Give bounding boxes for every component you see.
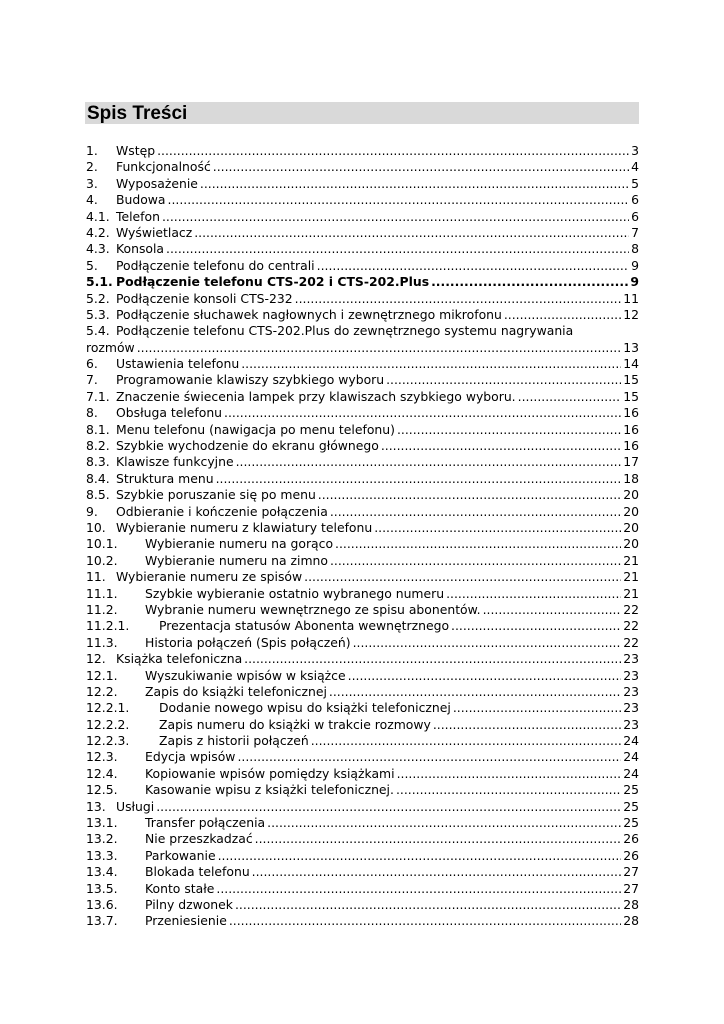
toc-entry[interactable] — [86, 913, 639, 929]
dot-leader — [137, 340, 622, 356]
toc-entry-number: 4.2. — [86, 224, 110, 240]
dot-leader — [229, 913, 621, 929]
toc-entry[interactable] — [86, 225, 639, 241]
toc-entry-page: 9 — [631, 257, 639, 273]
toc-entry-number: 10.1. — [86, 536, 118, 552]
dot-leader — [194, 225, 629, 241]
toc-entry-page: 8 — [631, 241, 639, 257]
toc-entry[interactable] — [86, 405, 639, 421]
toc-entry-title: Wybieranie numeru z klawiatury telefonu — [116, 519, 373, 535]
toc-entry[interactable] — [86, 471, 639, 487]
toc-entry-continuation[interactable] — [86, 340, 639, 356]
toc-entry[interactable] — [86, 274, 639, 290]
toc-entry-number: 12.4. — [86, 765, 118, 781]
toc-entry-title: Usługi — [116, 798, 155, 814]
toc-entry[interactable] — [86, 766, 639, 782]
toc-entry-number: 13.5. — [86, 880, 118, 896]
toc-heading-bar — [85, 102, 639, 124]
dot-leader — [386, 372, 621, 388]
toc-entry-number: 11. — [86, 569, 106, 585]
dot-leader — [216, 471, 622, 487]
toc-entry[interactable] — [86, 782, 639, 798]
toc-entry-page: 25 — [623, 815, 639, 831]
dot-leader — [156, 799, 621, 815]
toc-entry-title: Zapis do książki telefonicznej — [145, 683, 327, 699]
toc-entry-title: Szybkie wychodzenie do ekranu głównego — [116, 438, 379, 454]
dot-leader — [213, 159, 629, 175]
dot-leader — [330, 553, 621, 569]
toc-entry-title: Wyszukiwanie wpisów w książce — [145, 667, 346, 683]
toc-entry-page: 25 — [623, 798, 639, 814]
toc-entry-number: 8.1. — [86, 421, 110, 437]
toc-entry-page: 28 — [623, 896, 639, 912]
toc-entry[interactable] — [86, 799, 639, 815]
toc-entry[interactable] — [86, 864, 639, 880]
toc-entry[interactable] — [86, 602, 639, 618]
toc-entry-number: 13.1. — [86, 815, 118, 831]
dot-leader — [216, 881, 621, 897]
toc-entry-number: 12. — [86, 651, 106, 667]
toc-entry-title: Obsługa telefonu — [116, 405, 223, 421]
toc-entry[interactable] — [86, 586, 639, 602]
toc-entry[interactable] — [86, 192, 639, 208]
toc-entry-number: 3. — [86, 175, 98, 191]
dot-leader — [348, 668, 622, 684]
dot-leader — [162, 209, 629, 225]
dot-leader — [304, 569, 621, 585]
toc-entry[interactable] — [86, 668, 639, 684]
toc-entry-number: 12.3. — [86, 749, 118, 765]
dot-leader — [311, 733, 622, 749]
dot-leader — [353, 635, 622, 651]
toc-entry-title: Szybkie wybieranie ostatnio wybranego numeru — [145, 585, 445, 601]
toc-entry-page: 14 — [623, 356, 639, 372]
toc-entry-page: 15 — [623, 388, 639, 404]
toc-entry-title: Podłączenie telefonu do centrali — [116, 257, 315, 273]
toc-entry[interactable] — [86, 684, 639, 700]
toc-entry-number: 12.2.1. — [86, 700, 130, 716]
toc-entry-page: 24 — [623, 765, 639, 781]
toc-entry-number: 9. — [86, 503, 98, 519]
toc-entry-title: Zapis numeru do książki w trakcie rozmowy — [159, 716, 431, 732]
toc-entry-page: 9 — [630, 274, 639, 290]
toc-entry-number: 12.2.3. — [86, 733, 130, 749]
toc-entry-page: 16 — [623, 421, 639, 437]
toc-entry[interactable] — [86, 536, 639, 552]
toc-entry-title: Konsola — [116, 241, 165, 257]
dot-leader — [236, 454, 622, 470]
toc-entry-title-cont: rozmów — [86, 339, 135, 355]
toc-entry-number: 7. — [86, 372, 98, 388]
dot-leader — [317, 258, 629, 274]
page-title: Spis Treści — [87, 103, 188, 124]
toc-entry[interactable] — [86, 454, 639, 470]
toc-entry-page: 16 — [623, 405, 639, 421]
toc-entry-number: 13.6. — [86, 896, 118, 912]
dot-leader — [200, 176, 629, 192]
toc-entry[interactable] — [86, 733, 639, 749]
dot-leader — [329, 684, 621, 700]
dot-leader — [224, 405, 621, 421]
toc-entry-number: 5.2. — [86, 290, 110, 306]
toc-entry-page: 20 — [623, 487, 639, 503]
toc-entry[interactable] — [86, 143, 639, 159]
toc-entry[interactable] — [86, 176, 639, 192]
toc-entry[interactable] — [86, 422, 639, 438]
toc-entry-title: Historia połączeń (Spis połączeń) — [145, 634, 351, 650]
dot-leader — [318, 487, 621, 503]
toc-entry-page: 22 — [623, 634, 639, 650]
toc-entry-title: Podłączenie telefonu CTS-202.Plus do zewnętrznego systemu nagrywania — [116, 323, 574, 339]
toc-entry-number: 8. — [86, 405, 98, 421]
toc-entry[interactable] — [86, 520, 639, 536]
toc-entry-page: 21 — [623, 585, 639, 601]
toc-entry-title: Nie przeszkadzać — [145, 831, 253, 847]
toc-entry[interactable] — [86, 831, 639, 847]
toc-entry-page: 20 — [623, 503, 639, 519]
toc-entry-page: 20 — [623, 536, 639, 552]
dot-leader — [235, 897, 621, 913]
toc-entry-number: 7.1. — [86, 388, 110, 404]
toc-entry-number: 8.4. — [86, 470, 110, 486]
toc-entry-title: Zapis z historii połączeń — [159, 733, 309, 749]
toc-entry-page: 5 — [631, 175, 639, 191]
toc-entry-title: Szybkie poruszanie się po menu — [116, 487, 316, 503]
toc-entry-title: Programowanie klawiszy szybkiego wyboru — [116, 372, 385, 388]
dot-leader — [433, 717, 621, 733]
toc-entry[interactable] — [86, 881, 639, 897]
toc-entry-page: 23 — [623, 683, 639, 699]
toc-entry-number: 11.3. — [86, 634, 118, 650]
toc-entry-title: Menu telefonu (nawigacja po menu telefonu) — [116, 421, 395, 437]
toc-entry-number: 10.2. — [86, 552, 118, 568]
toc-entry-page: 22 — [623, 618, 639, 634]
dot-leader — [396, 782, 621, 798]
toc-entry-title: Kasowanie wpisu z książki telefonicznej. — [145, 782, 394, 798]
dot-leader — [157, 143, 629, 159]
toc-entry[interactable] — [86, 307, 639, 323]
toc-entry-number: 13.2. — [86, 831, 118, 847]
dot-leader — [218, 848, 622, 864]
toc-entry-number: 12.5. — [86, 782, 118, 798]
dot-leader — [166, 241, 629, 257]
toc-entry-number: 1. — [86, 143, 98, 158]
toc-entry-number: 10. — [86, 519, 106, 535]
toc-entry-title: Podłączenie telefonu CTS-202 i CTS-202.Plus — [116, 274, 430, 290]
toc-entry[interactable] — [86, 323, 639, 339]
toc-entry[interactable] — [86, 553, 639, 569]
toc-entry-title: Przeniesienie — [145, 913, 227, 929]
toc-entry-title: Książka telefoniczna — [116, 651, 243, 667]
toc-entry[interactable] — [86, 635, 639, 651]
dot-leader — [504, 307, 621, 323]
toc-entry-page: 24 — [623, 749, 639, 765]
toc-entry-title: Wybranie numeru wewnętrznego ze spisu abonentów. — [145, 601, 481, 617]
dot-leader — [446, 586, 621, 602]
toc-entry-title: Blokada telefonu — [145, 864, 250, 880]
dot-leader — [244, 651, 621, 667]
toc-entry-title: Parkowanie — [145, 847, 216, 863]
toc-entry-title: Podłączenie słuchawek nagłownych i zewnętrznego mikrofonu — [116, 306, 502, 322]
toc-entry-number: 13. — [86, 798, 106, 814]
dot-leader — [483, 602, 622, 618]
toc-entry-number: 8.2. — [86, 438, 110, 454]
toc-entry[interactable] — [86, 487, 639, 503]
toc-entry[interactable] — [86, 897, 639, 913]
dot-leader — [237, 749, 621, 765]
dot-leader — [453, 700, 621, 716]
toc-entry-number: 13.7. — [86, 913, 118, 929]
toc-entry-title: Wybieranie numeru na gorąco — [145, 536, 334, 552]
dot-leader — [335, 536, 621, 552]
toc-entry[interactable] — [86, 209, 639, 225]
toc-entry-page: 18 — [623, 470, 639, 486]
toc-entry-page: 6 — [631, 208, 639, 224]
toc-entry[interactable] — [86, 848, 639, 864]
toc-entry-number: 11.2. — [86, 601, 118, 617]
toc-entry-title: Budowa — [116, 192, 166, 208]
toc-entry-page: 11 — [623, 290, 639, 306]
toc-entry-title: Wstęp — [116, 143, 156, 158]
toc-entry-number: 12.2.2. — [86, 716, 130, 732]
toc-entry-page: 22 — [623, 601, 639, 617]
toc-entry-page: 27 — [623, 864, 639, 880]
toc-entry-title: Kopiowanie wpisów pomiędzy książkami — [145, 765, 395, 781]
toc-entry-number: 13.4. — [86, 864, 118, 880]
toc-entry[interactable] — [86, 569, 639, 585]
toc-entry[interactable] — [86, 241, 639, 257]
dot-leader — [295, 291, 622, 307]
table-of-contents — [86, 143, 639, 930]
dot-leader — [241, 356, 621, 372]
toc-entry-title: Wybieranie numeru na zimno — [145, 552, 328, 568]
toc-entry-page: 27 — [623, 880, 639, 896]
toc-entry-title: Funkcjonalność — [116, 159, 211, 175]
toc-entry-page: 23 — [623, 716, 639, 732]
toc-entry-title: Telefon — [116, 208, 160, 224]
toc-entry-page: 4 — [631, 159, 639, 175]
toc-entry-number: 5.4. — [86, 323, 110, 339]
toc-entry-page: 23 — [623, 700, 639, 716]
dot-leader — [397, 766, 622, 782]
toc-entry[interactable] — [86, 618, 639, 634]
toc-entry-title: Konto stałe — [145, 880, 215, 896]
toc-entry[interactable] — [86, 438, 639, 454]
toc-entry-page: 16 — [623, 438, 639, 454]
toc-entry-number: 5. — [86, 257, 98, 273]
toc-entry-page: 23 — [623, 667, 639, 683]
toc-entry-page: 13 — [623, 339, 639, 355]
toc-entry-title: Znaczenie świecenia lampek przy klawiszach szybkiego wyboru. — [116, 388, 516, 404]
toc-entry-title: Ustawienia telefonu — [116, 356, 240, 372]
toc-entry-title: Transfer połączenia — [145, 815, 266, 831]
toc-entry-number: 11.1. — [86, 585, 118, 601]
toc-entry-title: Wyświetlacz — [116, 224, 193, 240]
toc-entry-page: 12 — [623, 306, 639, 322]
toc-entry[interactable] — [86, 651, 639, 667]
toc-entry-page: 7 — [631, 224, 639, 240]
toc-entry-number: 5.1. — [86, 274, 113, 290]
toc-entry-number: 6. — [86, 356, 98, 372]
toc-entry-page: 6 — [631, 192, 639, 208]
dot-leader — [374, 520, 621, 536]
toc-entry-page: 24 — [623, 733, 639, 749]
dot-leader — [255, 831, 622, 847]
toc-entry-title: Wybieranie numeru ze spisów — [116, 569, 303, 585]
toc-entry[interactable] — [86, 291, 639, 307]
toc-entry-page: 26 — [623, 847, 639, 863]
toc-entry-page: 3 — [631, 143, 639, 158]
toc-entry-page: 21 — [623, 569, 639, 585]
toc-entry[interactable] — [86, 504, 639, 520]
toc-entry[interactable] — [86, 749, 639, 765]
toc-entry-page: 15 — [623, 372, 639, 388]
dot-leader — [252, 864, 622, 880]
dot-leader — [518, 389, 622, 405]
toc-entry-page: 25 — [623, 782, 639, 798]
toc-entry-number: 12.1. — [86, 667, 118, 683]
toc-entry-title: Edycja wpisów — [145, 749, 236, 765]
toc-entry[interactable] — [86, 159, 639, 175]
toc-entry-number: 2. — [86, 159, 98, 175]
toc-entry[interactable] — [86, 258, 639, 274]
toc-entry-number: 12.2. — [86, 683, 118, 699]
dot-leader — [168, 192, 630, 208]
toc-entry-title: Wyposażenie — [116, 175, 198, 191]
toc-entry-number: 5.3. — [86, 306, 110, 322]
toc-entry-number: 11.2.1. — [86, 618, 130, 634]
toc-entry-title: Dodanie nowego wpisu do książki telefonicznej — [159, 700, 451, 716]
toc-entry-title: Prezentacja statusów Abonenta wewnętrznego — [159, 618, 450, 634]
toc-entry-title: Podłączenie konsoli CTS-232 — [116, 290, 293, 306]
toc-entry-title: Struktura menu — [116, 470, 214, 486]
dot-leader — [397, 422, 621, 438]
toc-entry-title: Pilny dzwonek — [145, 896, 233, 912]
toc-entry-page: 23 — [623, 651, 639, 667]
toc-entry-page: 17 — [623, 454, 639, 470]
toc-entry-title: Klawisze funkcyjne — [116, 454, 234, 470]
toc-entry-number: 13.3. — [86, 847, 118, 863]
toc-entry-page: 20 — [623, 519, 639, 535]
dot-leader — [381, 438, 621, 454]
toc-entry[interactable] — [86, 700, 639, 716]
toc-entry-page: 21 — [623, 552, 639, 568]
toc-entry-number: 8.3. — [86, 454, 110, 470]
toc-entry-number: 4.3. — [86, 241, 110, 257]
dot-leader — [330, 504, 621, 520]
toc-entry-page: 26 — [623, 831, 639, 847]
toc-entry-number: 4. — [86, 192, 98, 208]
toc-entry[interactable] — [86, 717, 639, 733]
toc-entry[interactable] — [86, 389, 639, 405]
dot-leader — [431, 274, 628, 290]
toc-entry-title: Odbieranie i kończenie połączenia — [116, 503, 328, 519]
dot-leader — [451, 618, 621, 634]
toc-entry[interactable] — [86, 356, 639, 372]
toc-entry-number: 8.5. — [86, 487, 110, 503]
toc-entry-page: 28 — [623, 913, 639, 929]
toc-entry-number: 4.1. — [86, 208, 110, 224]
dot-leader — [267, 815, 621, 831]
toc-entry[interactable] — [86, 815, 639, 831]
toc-entry[interactable] — [86, 372, 639, 388]
